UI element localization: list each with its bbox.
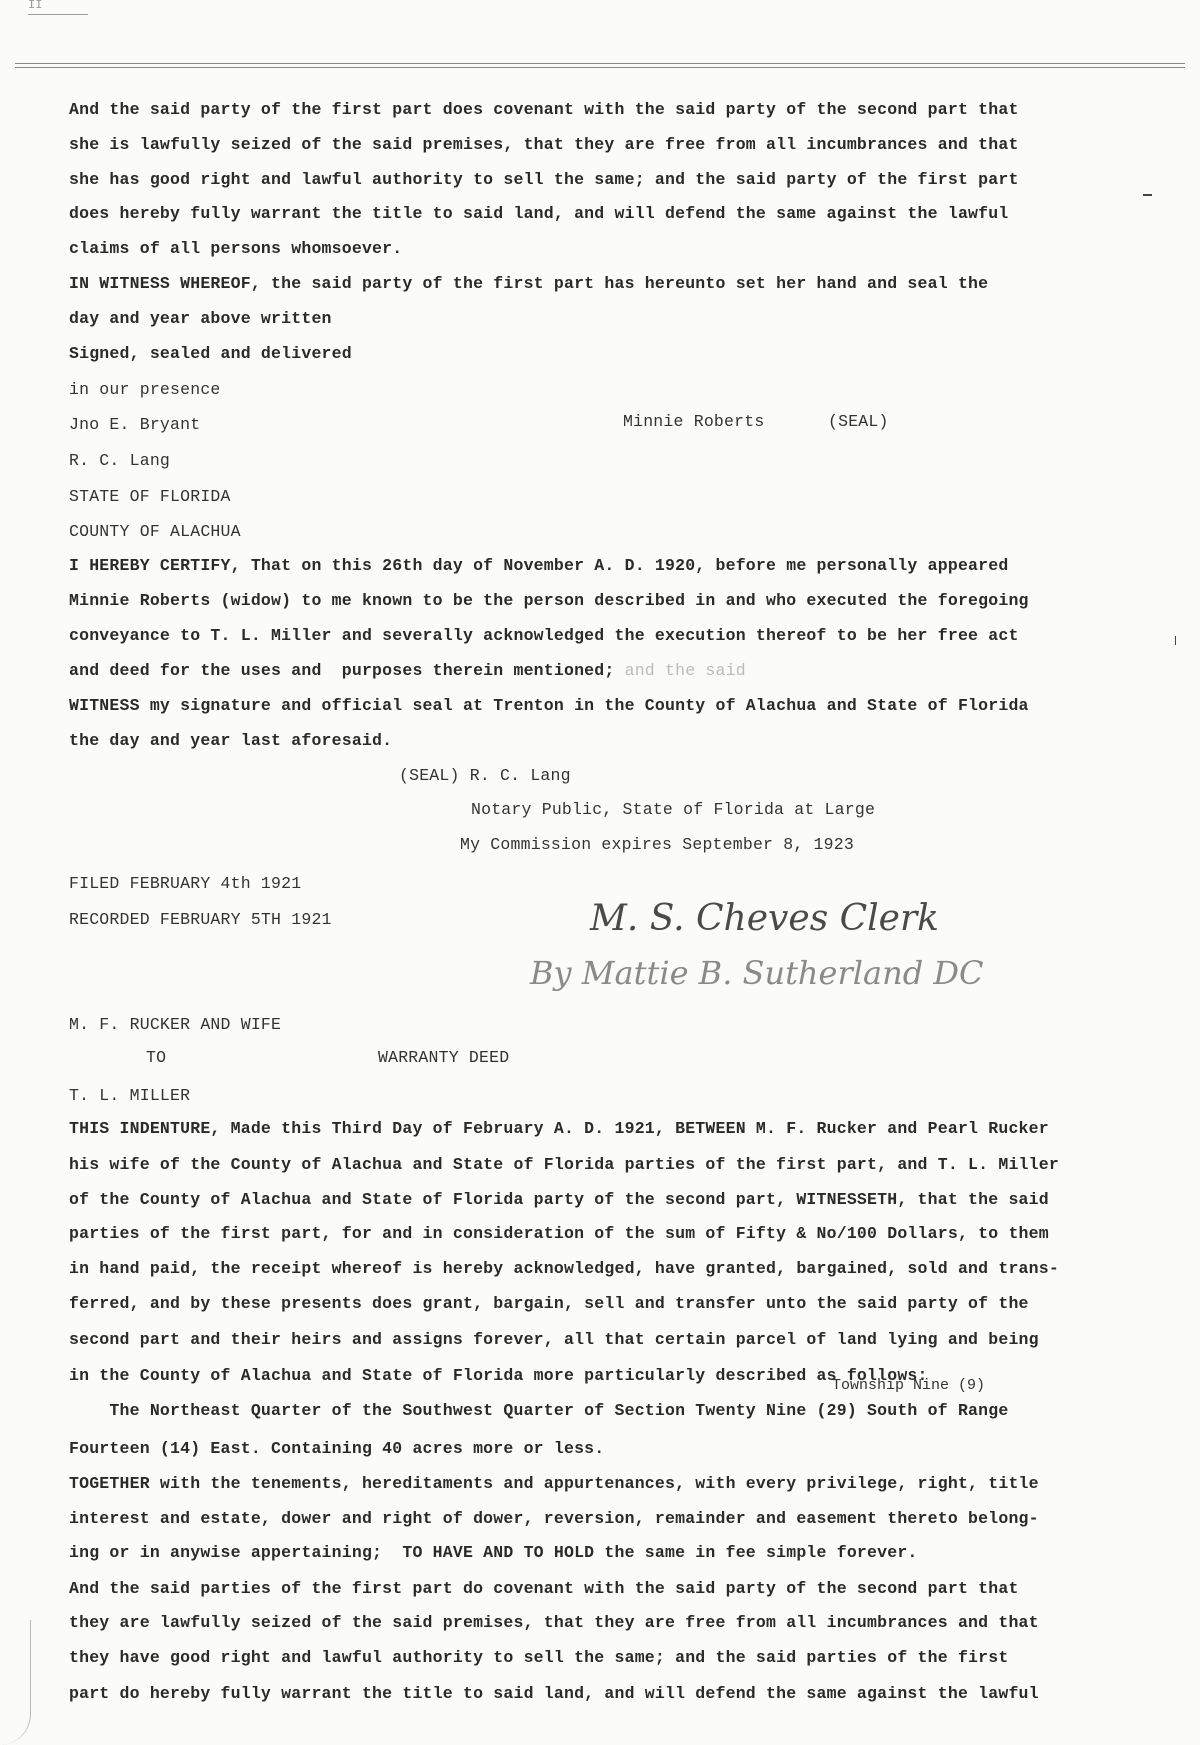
deed2-to: TO: [146, 1048, 167, 1067]
covenant-line: does hereby fully warrant the title to said land, and will defend the same against the lawful: [69, 204, 1009, 223]
deed2-title: WARRANTY DEED: [378, 1048, 510, 1067]
recorded-date: RECORDED FEBRUARY 5TH 1921: [69, 910, 332, 929]
notary-commission: My Commission expires September 8, 1923: [460, 835, 854, 854]
covenant2-line: part do hereby fully warrant the title to said land, and will defend the same against the lawful: [69, 1684, 1039, 1703]
interlinear-insertion: Township Nine (9): [832, 1377, 986, 1394]
grantor-signature-name: Minnie Roberts: [623, 412, 765, 431]
certify-line: I HEREBY CERTIFY, That on this 26th day of November A. D. 1920, before me personally appeared: [69, 556, 1009, 575]
notary-title: Notary Public, State of Florida at Large: [471, 800, 876, 819]
witness-whereof-line: IN WITNESS WHEREOF, the said party of the first part has hereunto set her hand and seal the: [69, 274, 989, 293]
indenture-line: of the County of Alachua and State of Florida party of the second part, WITNESSETH, that the said: [69, 1190, 1049, 1209]
certify-line: Minnie Roberts (widow) to me known to be the person described in and who executed the foregoing: [69, 591, 1029, 610]
page-corner-mark: II: [28, 0, 88, 15]
covenant-line: claims of all persons whomsoever.: [69, 239, 403, 258]
clerk-signature-svg: [520, 888, 1040, 1000]
together-line: interest and estate, dower and right of dower, reversion, remainder and easement thereto belong-: [69, 1509, 1039, 1528]
indenture-line: his wife of the County of Alachua and State of Florida parties of the first part, and T. L. Miller: [69, 1155, 1059, 1174]
filed-date: FILED FEBRUARY 4th 1921: [69, 874, 302, 893]
covenant2-line: they have good right and lawful authority to sell the same; and the said parties of the first: [69, 1648, 1009, 1667]
deed2-grantor: M. F. RUCKER AND WIFE: [69, 1015, 282, 1034]
land-description-line: Fourteen (14) East. Containing 40 acres more or less.: [69, 1439, 605, 1458]
witness-signature-line: WITNESS my signature and official seal at Trenton in the County of Alachua and State of Florida: [69, 696, 1029, 715]
together-line: ing or in anywise appertaining; TO HAVE AND TO HOLD the same in fee simple forever.: [69, 1543, 918, 1562]
covenant-line: And the said party of the first part does covenant with the said party of the second part that: [69, 100, 1019, 119]
indenture-line: parties of the first part, for and in consideration of the sum of Fifty & No/100 Dollars, to them: [69, 1224, 1049, 1243]
certify-line-main: and deed for the uses and purposes therein mentioned;: [69, 661, 615, 680]
covenant-line: she has good right and lawful authority to sell the same; and the said party of the first part: [69, 170, 1019, 189]
certify-line-4: [69, 661, 746, 681]
deed2-grantee: T. L. MILLER: [69, 1086, 191, 1105]
witness-2-name: R. C. Lang: [69, 451, 171, 470]
county-heading: COUNTY OF ALACHUA: [69, 522, 241, 541]
witness-1-name: Jno E. Bryant: [69, 415, 201, 434]
witness-signature-line: the day and year last aforesaid.: [69, 731, 393, 750]
deputy-signature: By Mattie B. Sutherland DC: [530, 954, 984, 992]
grantor-seal: (SEAL): [828, 412, 889, 431]
state-heading: STATE OF FLORIDA: [69, 487, 231, 506]
margin-mark: [1175, 636, 1176, 645]
signed-sealed-line: Signed, sealed and delivered: [69, 344, 352, 363]
indenture-line: ferred, and by these presents does grant, bargain, sell and transfer unto the said party of the: [69, 1294, 1029, 1313]
witness-whereof-line: day and year above written: [69, 309, 332, 328]
covenant2-line: And the said parties of the first part do covenant with the said party of the second part that: [69, 1579, 1019, 1598]
land-description-line: The Northeast Quarter of the Southwest Quarter of Section Twenty Nine (29) South of Range: [69, 1401, 1009, 1420]
indenture-line: second part and their heirs and assigns forever, all that certain parcel of land lying and being: [69, 1330, 1039, 1349]
top-rule: [15, 63, 1185, 64]
indenture-line: in the County of Alachua and State of Florida more particularly described as follows:: [69, 1366, 928, 1385]
notary-seal-name: (SEAL) R. C. Lang: [399, 766, 571, 785]
clerk-signature: M. S. Cheves Clerk: [590, 898, 939, 939]
presence-line: in our presence: [69, 380, 221, 399]
page-edge-curve: [0, 1620, 31, 1745]
covenant2-line: they are lawfully seized of the said premises, that they are free from all incumbrances and that: [69, 1613, 1039, 1632]
margin-mark: [1143, 194, 1152, 196]
top-rule-second: [15, 67, 1185, 68]
covenant-line: she is lawfully seized of the said premises, that they are free from all incumbrances and that: [69, 135, 1019, 154]
certify-line: conveyance to T. L. Miller and severally acknowledged the execution thereof to be her free act: [69, 626, 1019, 645]
indenture-line: THIS INDENTURE, Made this Third Day of February A. D. 1921, BETWEEN M. F. Rucker and Pearl Rucker: [69, 1119, 1049, 1138]
faded-text: and the said: [614, 661, 746, 680]
indenture-line: in hand paid, the receipt whereof is hereby acknowledged, have granted, bargained, sold and trans-: [69, 1259, 1059, 1278]
together-line: TOGETHER with the tenements, hereditaments and appurtenances, with every privilege, right, title: [69, 1474, 1039, 1493]
